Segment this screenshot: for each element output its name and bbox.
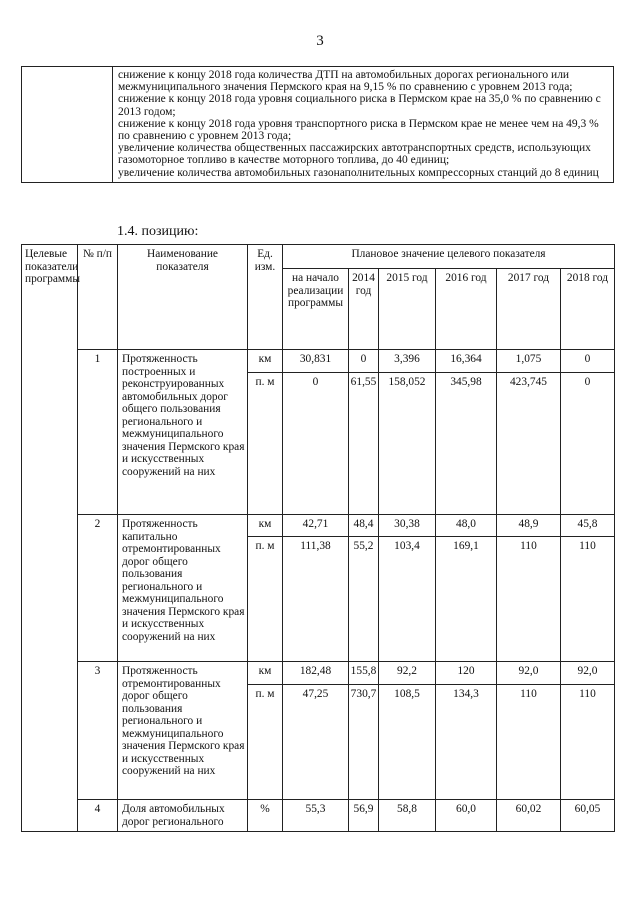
value-cell: 47,25	[283, 685, 349, 800]
indicator-name: Протяженность построенных и реконструированных автомобильных дорог общего пользования регионального и межмуниципального значения Пермского края и искусственных сооружений на них	[118, 350, 248, 515]
unit-cell: п. м	[248, 685, 283, 800]
page-number: 3	[316, 33, 324, 49]
value-cell: 110	[561, 685, 615, 800]
row-number: 4	[78, 800, 118, 832]
value-cell: 108,5	[379, 685, 436, 800]
value-cell: 55,2	[349, 537, 379, 662]
name-header: Наименование показателя	[118, 245, 248, 350]
value-cell: 120	[436, 662, 497, 685]
year-header: на начало реализации программы	[283, 269, 349, 350]
objective-line: увеличение количества общественных пассажирских автотранспортных средств, использующих газомоторное топливо в качестве моторного топлива, до 40 единиц;	[118, 142, 591, 167]
value-cell: 92,0	[561, 662, 615, 685]
unit-cell: км	[248, 515, 283, 537]
section-label: 1.4. позицию:	[117, 224, 199, 239]
year-header: 2015 год	[379, 269, 436, 350]
value-cell: 0	[561, 373, 615, 515]
value-cell: 45,8	[561, 515, 615, 537]
indicator-name: Протяженность отремонтированных дорог общего пользования регионального и межмуниципального значения Пермского края и искусственных сооружений на них	[118, 662, 248, 800]
value-cell: 30,38	[379, 515, 436, 537]
year-header: 2016 год	[436, 269, 497, 350]
row-number: 3	[78, 662, 118, 800]
value-cell: 60,0	[436, 800, 497, 832]
value-cell: 56,9	[349, 800, 379, 832]
year-header: 2018 год	[561, 269, 615, 350]
unit-cell: км	[248, 662, 283, 685]
year-header: 2017 год	[497, 269, 561, 350]
objective-line: снижение к концу 2018 года уровня социального риска в Пермском крае на 35,0 % по сравнению с 2013 годом;	[118, 93, 601, 118]
value-cell: 92,0	[497, 662, 561, 685]
indicator-name: Протяженность капитально отремонтированных дорог общего пользования регионального и межмуниципального значения Пермского края и искусственных сооружений на них	[118, 515, 248, 662]
value-cell: 423,745	[497, 373, 561, 515]
objective-line: снижение к концу 2018 года уровня транспортного риска в Пермском крае не менее чем на 49,3 % по сравнению с уровнем 2013 года;	[118, 117, 599, 143]
value-cell: 110	[497, 537, 561, 662]
objectives-text-cell	[113, 67, 614, 183]
value-cell: 61,55	[349, 373, 379, 515]
target-indicators-table	[21, 244, 615, 832]
value-cell: 55,3	[283, 800, 349, 832]
table-row	[22, 662, 615, 685]
value-cell: 30,831	[283, 350, 349, 373]
target-indicators-header: Целевые показатели программы	[22, 245, 78, 832]
value-cell: 730,7	[349, 685, 379, 800]
value-cell: 182,48	[283, 662, 349, 685]
value-cell: 0	[349, 350, 379, 373]
num-header: № п/п	[78, 245, 118, 350]
value-cell: 134,3	[436, 685, 497, 800]
value-cell: 345,98	[436, 373, 497, 515]
value-cell: 158,052	[379, 373, 436, 515]
objective-line: снижение к концу 2018 года количества ДТП на автомобильных дорогах регионального или межмуниципального значения Пермского края на 9,15 % по сравнению с уровнем 2013 года;	[118, 69, 573, 94]
value-cell: 16,364	[436, 350, 497, 373]
unit-header: Ед. изм.	[248, 245, 283, 350]
unit-cell: %	[248, 800, 283, 832]
unit-cell: п. м	[248, 373, 283, 515]
row-number: 1	[78, 350, 118, 515]
planned-value-header: Плановое значение целевого показателя	[283, 245, 615, 269]
value-cell: 1,075	[497, 350, 561, 373]
year-header: 2014 год	[349, 269, 379, 350]
unit-cell: км	[248, 350, 283, 373]
objective-line: увеличение количества автомобильных газонаполнительных компрессорных станций до 8 единиц	[118, 166, 599, 179]
value-cell: 111,38	[283, 537, 349, 662]
value-cell: 48,0	[436, 515, 497, 537]
table-row	[22, 800, 615, 832]
value-cell: 48,4	[349, 515, 379, 537]
row-number: 2	[78, 515, 118, 662]
value-cell: 48,9	[497, 515, 561, 537]
value-cell: 60,02	[497, 800, 561, 832]
value-cell: 42,71	[283, 515, 349, 537]
table-row	[22, 515, 615, 537]
value-cell: 110	[561, 537, 615, 662]
value-cell: 103,4	[379, 537, 436, 662]
empty-label-cell	[22, 67, 113, 183]
value-cell: 110	[497, 685, 561, 800]
value-cell: 3,396	[379, 350, 436, 373]
unit-cell: п. м	[248, 537, 283, 662]
value-cell: 60,05	[561, 800, 615, 832]
value-cell: 169,1	[436, 537, 497, 662]
indicator-name: Доля автомобильных дорог регионального	[118, 800, 248, 832]
value-cell: 155,8	[349, 662, 379, 685]
objectives-continuation-table	[21, 66, 614, 183]
value-cell: 92,2	[379, 662, 436, 685]
table-row	[22, 350, 615, 373]
value-cell: 0	[561, 350, 615, 373]
value-cell: 58,8	[379, 800, 436, 832]
value-cell: 0	[283, 373, 349, 515]
